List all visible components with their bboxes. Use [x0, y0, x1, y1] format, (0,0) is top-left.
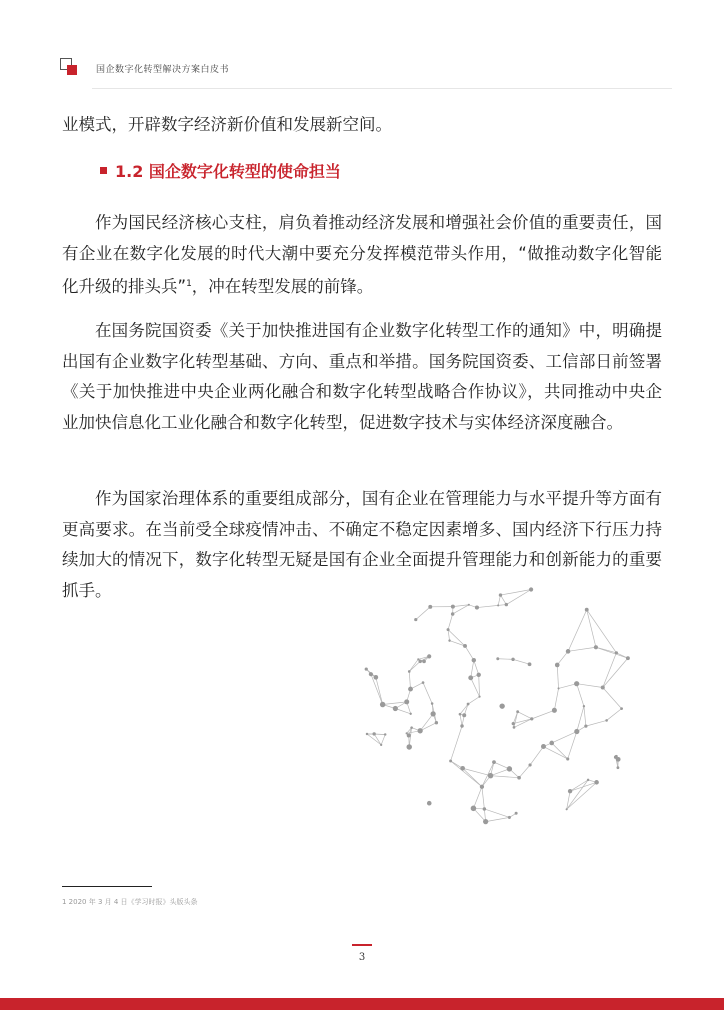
network-edge [486, 817, 510, 821]
network-edge [468, 697, 479, 704]
network-node [529, 587, 533, 591]
network-node [566, 808, 568, 810]
network-node [480, 785, 484, 789]
square-bullet-icon [100, 167, 107, 174]
network-edge [552, 743, 568, 759]
network-edge [484, 809, 509, 817]
page-number: 3 [358, 952, 366, 963]
network-edge [491, 776, 520, 778]
network-edge [607, 709, 622, 721]
network-node [528, 763, 531, 766]
network-edge [448, 630, 465, 646]
network-edge [471, 660, 474, 678]
network-node [427, 654, 431, 658]
network-node [477, 673, 481, 677]
network-node [471, 806, 477, 812]
network-edge [603, 688, 622, 709]
network-edge [374, 734, 381, 745]
network-node [488, 773, 493, 778]
paragraph-1 [62, 208, 662, 303]
network-edge [423, 683, 432, 704]
paragraph-3: 作为国家治理体系的重要组成部分，国有企业在管理能力与水平提升等方面有更高要求。在当前受全球疫情冲击、不确定不稳定因素增多、国内经济下行压力持续加大的情况下，数字化转型无疑是国有企业全面提升管理能力和创新能力的重要抓手。 [62, 489, 662, 600]
network-node [407, 744, 412, 749]
network-edge [570, 780, 588, 791]
network-node [407, 733, 411, 737]
network-node [511, 658, 514, 661]
network-node [410, 726, 413, 729]
network-edge [584, 706, 586, 726]
footnote-text: 1 2020 年 3 月 4 日《学习时报》头版头条 [62, 898, 198, 906]
network-node [528, 662, 532, 666]
network-edge [448, 614, 453, 630]
network-node [448, 639, 450, 641]
network-edge [568, 647, 596, 651]
network-node [380, 744, 382, 746]
network-node [408, 670, 411, 673]
network-node [513, 726, 516, 729]
network-edge [568, 610, 587, 652]
network-node [585, 608, 589, 612]
network-edge [376, 677, 383, 704]
network-node [369, 672, 373, 676]
network-node [516, 710, 519, 713]
network-edge [519, 765, 530, 778]
paragraph-2: 在国务院国资委《关于加快推进国有企业数字化转型工作的通知》中，明确提出国有企业数字化转型基础、方向、重点和举措。国务院国资委、工信部日前签署《关于加快推进中央企业两化融合和数字化转型战略合作协议》，共同推动中央企业加快信息化工业化融合和数字化转型，促进数字技术与实体经济深度融合。 [62, 321, 662, 432]
network-edge [587, 610, 617, 653]
network-edge [479, 675, 480, 697]
logo-red-square [67, 65, 77, 75]
network-edge [587, 610, 596, 648]
network-node [414, 618, 417, 621]
network-node [517, 776, 521, 780]
network-node [422, 681, 425, 684]
network-edge [498, 659, 513, 660]
network-node [478, 696, 480, 698]
network-node [393, 706, 398, 711]
network-edge [530, 747, 543, 765]
network-edge [409, 661, 420, 671]
network-edge [367, 734, 381, 745]
network-edge [465, 646, 474, 660]
network-edge [518, 712, 532, 719]
network-node [584, 724, 587, 727]
network-lines [366, 590, 628, 822]
network-node [380, 702, 385, 707]
network-edge [474, 660, 479, 675]
network-node [615, 755, 618, 758]
network-edge [477, 605, 498, 607]
network-node [483, 807, 486, 810]
network-node [515, 812, 518, 815]
network-node [566, 649, 571, 654]
network-edge [568, 732, 577, 759]
network-node [555, 663, 560, 668]
network-node [508, 816, 511, 819]
network-edge [471, 678, 480, 697]
page-number-accent [352, 944, 372, 946]
network-node [365, 667, 368, 670]
network-node [615, 651, 618, 654]
network-edge [460, 714, 462, 726]
footnote-ref[interactable]: 1 [186, 279, 192, 289]
network-node [460, 766, 465, 771]
network-node [459, 713, 462, 716]
network-node [428, 605, 432, 609]
network-node [374, 675, 379, 680]
network-edge [514, 719, 532, 728]
network-node [427, 801, 432, 806]
network-node [404, 699, 409, 704]
network-edge [567, 780, 588, 809]
network-node [467, 703, 470, 706]
network-node [574, 729, 579, 734]
network-node [594, 645, 598, 649]
network-node [601, 685, 605, 689]
network-edge [460, 704, 468, 714]
intro-line: 业模式，开辟数字经济新价值和发展新空间。 [62, 115, 392, 134]
network-node [499, 593, 502, 596]
network-edge [409, 671, 410, 689]
network-edge [557, 651, 568, 665]
network-node [566, 757, 569, 760]
network-node [512, 722, 515, 725]
network-edge [451, 761, 482, 787]
network-node [605, 719, 608, 722]
network-node [449, 760, 452, 763]
section-heading [100, 160, 341, 184]
network-node [475, 605, 479, 609]
network-node [472, 658, 476, 662]
network-node [626, 656, 630, 660]
section-heading-text: 1.2 国企数字化转型的使命担当 [115, 162, 341, 181]
network-node [568, 789, 572, 793]
network-edge [420, 714, 433, 731]
network-node [468, 675, 473, 680]
network-node [617, 766, 620, 769]
network-edge [567, 782, 597, 809]
network-node [431, 711, 436, 716]
paragraph-1-text: 作为国民经济核心支柱，肩负着推动经济发展和增强社会价值的重要责任，国有企业在数字化发展的时代大潮中要充分发挥模范带头作用，“做推动数字化智能化升级的排头兵” [62, 213, 662, 296]
network-edge [603, 653, 617, 688]
network-node [463, 644, 467, 648]
network-node [620, 707, 623, 710]
header-logo [60, 58, 78, 76]
network-edge [586, 720, 607, 726]
network-node [462, 713, 466, 717]
network-node [541, 744, 546, 749]
network-node [497, 604, 499, 606]
network-node [451, 605, 455, 609]
network-node [530, 717, 533, 720]
network-edge [543, 747, 567, 759]
network-node [552, 708, 557, 713]
footnote-divider [62, 886, 152, 887]
network-node [451, 612, 455, 616]
network-node [483, 819, 488, 824]
network-node [435, 721, 438, 724]
network-edge [552, 732, 577, 743]
network-edge [420, 723, 436, 731]
network-edge [409, 659, 418, 671]
network-node [431, 702, 434, 705]
network-node [468, 604, 470, 606]
network-graphic [350, 568, 650, 838]
network-edge [559, 684, 577, 689]
network-node [384, 733, 386, 735]
network-edge [603, 658, 628, 687]
network-node [366, 733, 368, 735]
network-edge [473, 787, 481, 809]
network-node [410, 713, 412, 715]
network-node [587, 779, 589, 781]
network-edge [513, 659, 529, 664]
network-edge [451, 726, 462, 761]
network-node [594, 780, 599, 785]
network-edge [416, 607, 430, 620]
network-node [507, 766, 512, 771]
network-edge [491, 769, 510, 776]
network-node [408, 687, 413, 692]
header-divider [92, 88, 672, 89]
network-node [574, 681, 579, 686]
header-title: 国企数字化转型解决方案白皮书 [96, 65, 230, 75]
network-edge [557, 665, 558, 688]
paragraph-1-tail: ，冲在转型发展的前锋。 [191, 277, 374, 296]
network-edge [554, 688, 558, 710]
network-edge [570, 782, 597, 791]
network-node [496, 657, 499, 660]
network-node [558, 687, 560, 689]
network-node [505, 603, 508, 606]
network-node [460, 724, 463, 727]
network-node [422, 660, 426, 664]
network-node [418, 660, 421, 663]
network-node [499, 703, 504, 708]
network-edge [381, 735, 385, 745]
network-node [417, 728, 422, 733]
network-node [447, 628, 450, 631]
network-edge [577, 684, 603, 688]
network-edge [482, 787, 484, 809]
network-edge [532, 710, 555, 719]
network-node [549, 741, 554, 746]
network-node [583, 705, 585, 707]
network-node [417, 658, 419, 660]
footer-bar [0, 998, 724, 1010]
network-node [492, 760, 496, 764]
network-node [372, 732, 375, 735]
network-edge [577, 684, 584, 707]
